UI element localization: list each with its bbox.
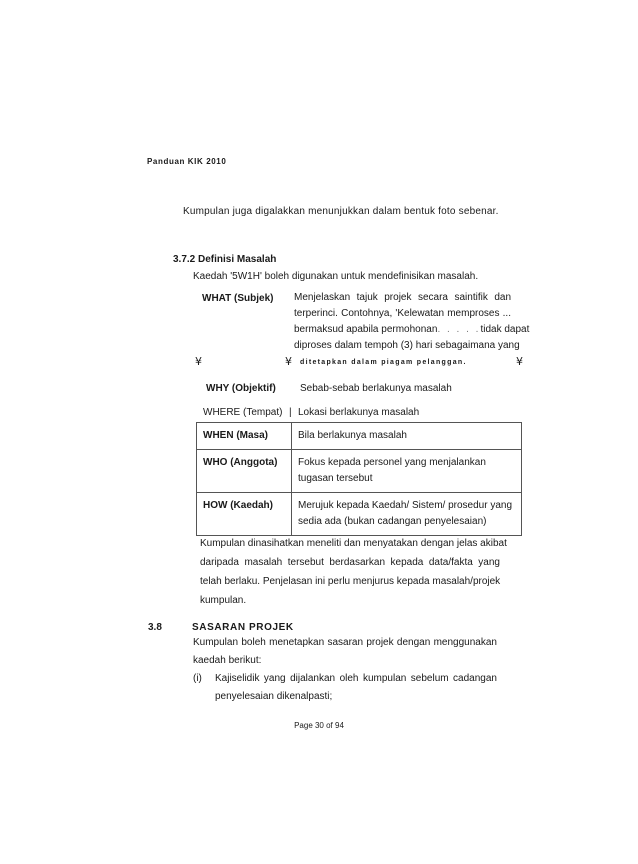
why-text: Sebab-sebab berlakunya masalah [300, 383, 452, 394]
section-title-372: 3.7.2 Definisi Masalah [173, 254, 277, 265]
why-label: WHY (Objektif) [206, 383, 276, 394]
where-label: WHERE (Tempat) [203, 407, 283, 418]
what-line: diproses dalam tempoh (3) hari sebagaimana yang [294, 340, 520, 351]
consequence-paragraph [200, 534, 507, 610]
what-label: WHAT (Subjek) [202, 293, 274, 304]
page-footer: Page 30 of 94 [294, 721, 344, 730]
item-line: penyelesaian dikenalpasti; [215, 691, 333, 702]
yen-mark: ¥ [285, 355, 292, 368]
paragraph-line: daripada masalah tersebut berdasarkan kepada data/fakta yang [200, 557, 500, 568]
what-dots: . . . . . [437, 324, 481, 335]
where-separator: | [289, 407, 292, 418]
table-value: Merujuk kepada Kaedah/ Sistem/ prosedur yang sedia ada (bukan cadangan penyelesaian) [292, 493, 522, 536]
item-text [215, 670, 497, 706]
5w1h-table [196, 422, 522, 536]
section-title-38: SASARAN PROJEK [192, 622, 294, 633]
table-value: Bila berlakunya masalah [292, 423, 522, 450]
section-intro-372: Kaedah '5W1H' boleh digunakan untuk mendefinisikan masalah. [193, 271, 479, 282]
where-text: Lokasi berlakunya masalah [298, 407, 420, 418]
table-key: WHO (Anggota) [197, 450, 292, 493]
section-38-line: Kumpulan boleh menetapkan sasaran projek dengan menggunakan [193, 637, 497, 648]
item-marker: (i) [193, 673, 202, 684]
section-38-text [193, 634, 497, 670]
what-line: Menjelaskan tajuk projek secara saintifik dan [294, 292, 511, 303]
table-row [197, 423, 522, 450]
table-row [197, 493, 522, 536]
what-description [294, 290, 530, 354]
table-row [197, 450, 522, 493]
table-value: Fokus kepada personel yang menjalankan tugasan tersebut [292, 450, 522, 493]
yen-mark: ¥ [195, 355, 202, 368]
what-line-part: tidak dapat [480, 324, 530, 335]
paragraph-line: kumpulan. [200, 595, 247, 606]
what-line: terperinci. Contohnya, 'Kelewatan memproses ... [294, 308, 511, 319]
section-38-line: kaedah berikut: [193, 655, 262, 666]
what-line-with-dots [294, 322, 530, 338]
yen-mark: ¥ [516, 355, 523, 368]
table-key: HOW (Kaedah) [197, 493, 292, 536]
item-line: Kajiselidik yang dijalankan oleh kumpulan sebelum cadangan [215, 673, 497, 684]
table-key: WHEN (Masa) [197, 423, 292, 450]
what-line-last: ditetapkan dalam piagam pelanggan. [300, 359, 467, 366]
paragraph-line: telah berlaku. Penjelasan ini perlu menjurus kepada masalah/projek [200, 576, 501, 587]
what-line-part: bermaksud apabila permohonan [294, 324, 438, 335]
section-number-38: 3.8 [148, 622, 162, 633]
paragraph-line: Kumpulan dinasihatkan meneliti dan menyatakan dengan jelas akibat [200, 538, 507, 549]
intro-text: Kumpulan juga digalakkan menunjukkan dalam bentuk foto sebenar. [183, 206, 499, 217]
document-header: Panduan KIK 2010 [147, 157, 227, 166]
